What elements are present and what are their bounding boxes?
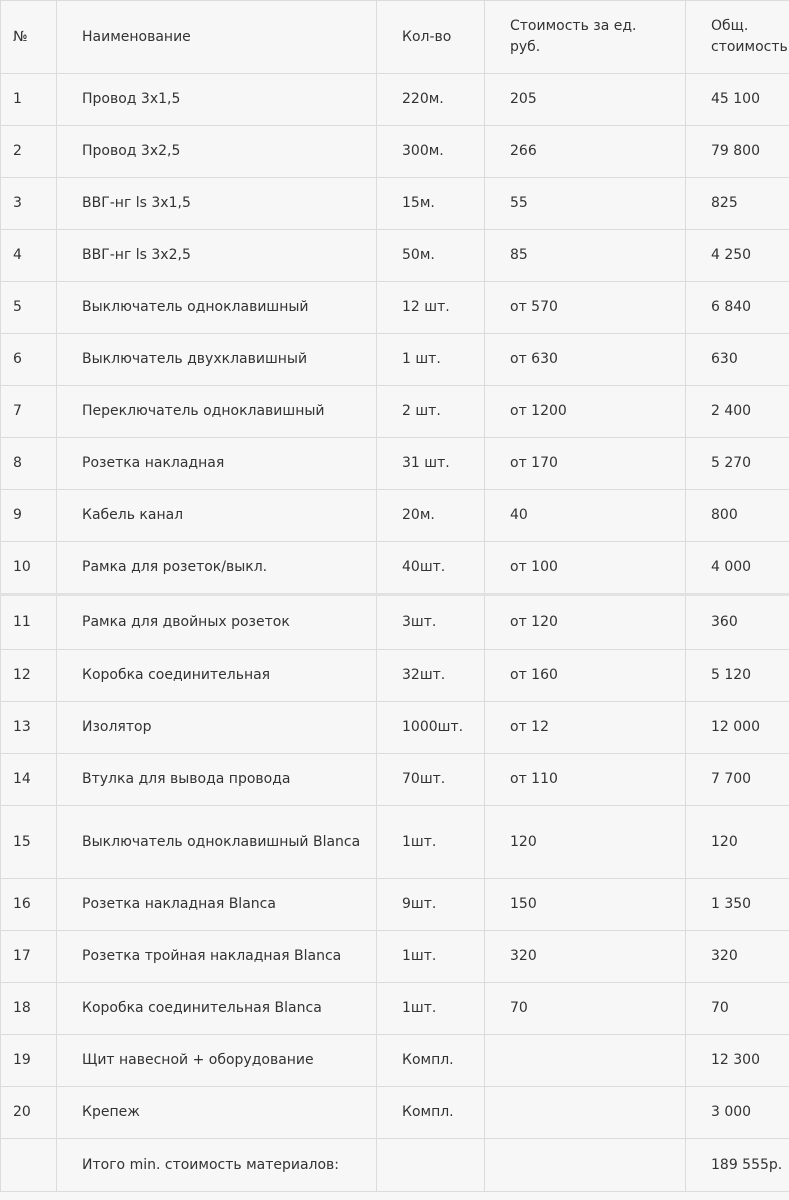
row-number: 6 xyxy=(1,334,57,386)
row-quantity: 50м. xyxy=(377,230,485,282)
row-unit-price: от 12 xyxy=(485,702,686,754)
row-quantity: Компл. xyxy=(377,1087,485,1139)
header-number: № xyxy=(1,1,57,74)
row-total-price: 45 100 xyxy=(686,74,789,126)
row-total-price: 2 400 xyxy=(686,386,789,438)
table-row xyxy=(1,650,789,702)
row-total-price: 360 xyxy=(686,595,789,650)
row-unit-price: 55 xyxy=(485,178,686,230)
table-row xyxy=(1,931,789,983)
total-row-quantity xyxy=(377,1139,485,1192)
row-quantity: 1шт. xyxy=(377,806,485,879)
row-unit-price xyxy=(485,1087,686,1139)
table-row xyxy=(1,438,789,490)
row-name: Крепеж xyxy=(57,1087,377,1139)
table-row xyxy=(1,879,789,931)
row-quantity: 31 шт. xyxy=(377,438,485,490)
table-row xyxy=(1,806,789,879)
row-number: 16 xyxy=(1,879,57,931)
row-unit-price: от 170 xyxy=(485,438,686,490)
row-name: Розетка накладная xyxy=(57,438,377,490)
row-name: Розетка тройная накладная Blanca xyxy=(57,931,377,983)
row-number: 20 xyxy=(1,1087,57,1139)
row-unit-price: от 570 xyxy=(485,282,686,334)
row-number: 12 xyxy=(1,650,57,702)
row-total-price: 825 xyxy=(686,178,789,230)
row-total-price: 800 xyxy=(686,490,789,542)
row-number: 9 xyxy=(1,490,57,542)
row-total-price: 320 xyxy=(686,931,789,983)
row-name: Выключатель двухклавишный xyxy=(57,334,377,386)
table-row xyxy=(1,386,789,438)
row-unit-price xyxy=(485,1035,686,1087)
header-total-price-line1: Общ. xyxy=(711,18,749,34)
row-total-price: 4 250 xyxy=(686,230,789,282)
row-unit-price: 70 xyxy=(485,983,686,1035)
header-unit-price-line2: руб. xyxy=(510,39,541,55)
row-number: 5 xyxy=(1,282,57,334)
row-number: 3 xyxy=(1,178,57,230)
row-quantity: 32шт. xyxy=(377,650,485,702)
row-quantity: 15м. xyxy=(377,178,485,230)
row-quantity: 40шт. xyxy=(377,542,485,595)
row-total-price: 70 xyxy=(686,983,789,1035)
row-number: 1 xyxy=(1,74,57,126)
row-quantity: 300м. xyxy=(377,126,485,178)
row-number: 15 xyxy=(1,806,57,879)
row-number: 8 xyxy=(1,438,57,490)
row-name: Щит навесной + оборудование xyxy=(57,1035,377,1087)
row-total-price: 5 120 xyxy=(686,650,789,702)
row-total-price: 7 700 xyxy=(686,754,789,806)
row-name: Коробка соединительная Blanca xyxy=(57,983,377,1035)
table-header-row xyxy=(1,1,789,74)
table-row xyxy=(1,542,789,595)
row-unit-price: 40 xyxy=(485,490,686,542)
row-unit-price: 120 xyxy=(485,806,686,879)
table-row xyxy=(1,490,789,542)
table-row xyxy=(1,74,789,126)
row-number: 14 xyxy=(1,754,57,806)
header-total-price-line2: стоимость xyxy=(711,39,788,55)
row-number: 17 xyxy=(1,931,57,983)
row-quantity: 70шт. xyxy=(377,754,485,806)
table-row xyxy=(1,1087,789,1139)
row-quantity: 1000шт. xyxy=(377,702,485,754)
row-unit-price: 85 xyxy=(485,230,686,282)
row-name: ВВГ-нг ls 3х2,5 xyxy=(57,230,377,282)
row-name: Втулка для вывода провода xyxy=(57,754,377,806)
header-unit-price xyxy=(485,1,686,74)
header-quantity: Кол-во xyxy=(377,1,485,74)
row-name: Переключатель одноклавишный xyxy=(57,386,377,438)
table-row xyxy=(1,754,789,806)
row-total-price: 12 300 xyxy=(686,1035,789,1087)
row-number: 18 xyxy=(1,983,57,1035)
row-total-price: 120 xyxy=(686,806,789,879)
row-total-price: 12 000 xyxy=(686,702,789,754)
row-quantity: 1шт. xyxy=(377,931,485,983)
total-row-number xyxy=(1,1139,57,1192)
row-quantity: 9шт. xyxy=(377,879,485,931)
row-name: Коробка соединительная xyxy=(57,650,377,702)
row-total-price: 1 350 xyxy=(686,879,789,931)
table-row xyxy=(1,1035,789,1087)
row-total-price: 630 xyxy=(686,334,789,386)
row-total-price: 6 840 xyxy=(686,282,789,334)
row-quantity: 3шт. xyxy=(377,595,485,650)
row-name: Рамка для двойных розеток xyxy=(57,595,377,650)
header-name: Наименование xyxy=(57,1,377,74)
row-number: 2 xyxy=(1,126,57,178)
row-name: Розетка накладная Blanca xyxy=(57,879,377,931)
table-row xyxy=(1,702,789,754)
row-name: Провод 3х1,5 xyxy=(57,74,377,126)
row-total-price: 3 000 xyxy=(686,1087,789,1139)
row-unit-price: 320 xyxy=(485,931,686,983)
row-name: Кабель канал xyxy=(57,490,377,542)
row-unit-price: от 100 xyxy=(485,542,686,595)
row-number: 7 xyxy=(1,386,57,438)
row-unit-price: от 160 xyxy=(485,650,686,702)
row-quantity: 220м. xyxy=(377,74,485,126)
row-total-price: 5 270 xyxy=(686,438,789,490)
total-label: Итого min. стоимость материалов: xyxy=(57,1139,377,1192)
row-unit-price: 150 xyxy=(485,879,686,931)
row-name: Рамка для розеток/выкл. xyxy=(57,542,377,595)
row-number: 19 xyxy=(1,1035,57,1087)
row-name: Провод 3х2,5 xyxy=(57,126,377,178)
row-number: 10 xyxy=(1,542,57,595)
table-row xyxy=(1,282,789,334)
row-unit-price: от 120 xyxy=(485,595,686,650)
table-row xyxy=(1,595,789,650)
table-row xyxy=(1,126,789,178)
row-name: Изолятор xyxy=(57,702,377,754)
table-total-row xyxy=(1,1139,789,1192)
row-unit-price: от 110 xyxy=(485,754,686,806)
row-unit-price: 266 xyxy=(485,126,686,178)
row-quantity: 2 шт. xyxy=(377,386,485,438)
header-unit-price-line1: Стоимость за ед. xyxy=(510,18,637,34)
total-value: 189 555р. xyxy=(686,1139,789,1192)
row-number: 4 xyxy=(1,230,57,282)
row-quantity: Компл. xyxy=(377,1035,485,1087)
row-unit-price: от 630 xyxy=(485,334,686,386)
header-total-price xyxy=(686,1,789,74)
total-row-unit-price xyxy=(485,1139,686,1192)
table-row xyxy=(1,230,789,282)
table-row xyxy=(1,178,789,230)
row-total-price: 4 000 xyxy=(686,542,789,595)
row-total-price: 79 800 xyxy=(686,126,789,178)
row-quantity: 1 шт. xyxy=(377,334,485,386)
row-quantity: 20м. xyxy=(377,490,485,542)
row-number: 13 xyxy=(1,702,57,754)
row-name: ВВГ-нг ls 3х1,5 xyxy=(57,178,377,230)
row-quantity: 1шт. xyxy=(377,983,485,1035)
row-quantity: 12 шт. xyxy=(377,282,485,334)
row-name: Выключатель одноклавишный Blanca xyxy=(57,806,377,879)
row-unit-price: от 1200 xyxy=(485,386,686,438)
table-row xyxy=(1,983,789,1035)
row-number: 11 xyxy=(1,595,57,650)
table-row xyxy=(1,334,789,386)
row-name: Выключатель одноклавишный xyxy=(57,282,377,334)
row-unit-price: 205 xyxy=(485,74,686,126)
